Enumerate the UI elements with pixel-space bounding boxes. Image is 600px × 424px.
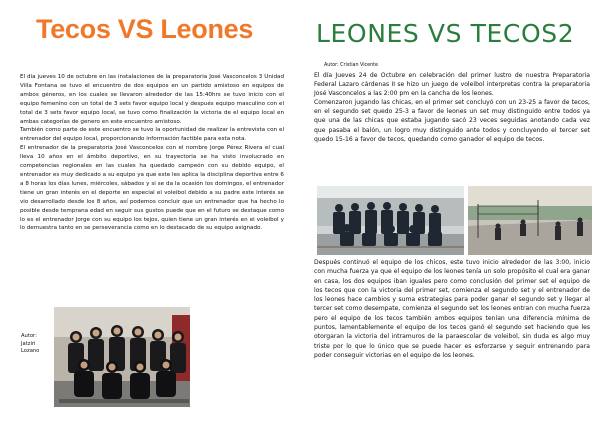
right-article-body-bottom [314,258,590,360]
left-author-label: Autor: [21,333,37,339]
left-article-body [20,73,284,233]
right-article-title: LEONES VS TECOS2 [316,19,575,48]
left-article-title: Tecos VS Leones [36,14,254,44]
girls-team-photo [54,307,190,407]
boys-team-photo [317,186,464,255]
right-paragraph: El día Jueves 24 de Octubre en celebración del primer lustro de nuestra Preparatoria Federal Lazaro cárdenas II se hizo un juego de voleibol interpretas contra la preparatoria José Vasconcelos a las 2:00 pm en la cancha de los leones. [314,72,590,98]
volleyball-court-photo [468,186,592,255]
right-author: Autor: Cristian Vicente [324,63,379,68]
left-paragraph: El día jueves 10 de octubre en las instalaciones de la preparatoria José Vasconcelos 3 Unidad Villa Fontana se tuvo el encuentro de dos equipos en un partido amistoso en equipos de ambos géneros, en los cuales se llevaron alrededor de las 15:40hrs se tuvo inicio con el equipo femenino con un total de 3 sets favor equipo local y después equipo masculino con el total de 3 sets favor equipo local, se tuvo como finalización la victoria de el equipo local en ambas categorías de genero en este encuentro amistoso. [20,74,284,125]
left-paragraph: El entrenador de la preparatoria José Vasconcelos con el nombre Jorge Pérez Rivera el cual lleva 10 años en el ámbito deportivo, en su trayectoria se ha visto involucrado en competencias regionales en las cuales ha quedado campeón con su debido equipo, el entrenador es muy dedicado a su equipo ya que este les aplica la disciplina deportiva entre 6 a 8 horas los días lunes, miércoles, sábados y si se da la ocasión los domingos, el entrenador tiene un gran interés en el deporte en especial el voleibol debido a su padre este interés se vio desarrollado desde los 8 años, así podemos concluir que un entrenador que ha hecho lo posible desde temprana edad en seguir sus gustos puede que en el futuro se destaque como lo es el entrenador Jorge con su equipo los tejos, quien tiene un gran interés en el voleibol y lo demuestra tanto en se perseverancia como en lo destacado de su equipo asignado. [20,145,284,232]
right-paragraph: Después continuó el equipo de los chicos, este tuvo inicio alrededor de las 3:00, inicio con mucha fuerza ya que el equipo de los leones tenía un solo propósito el cual era ganar en casa, los dos equipos iban iguales pero como conclusión del primer set el equipo de los tecos que con la victoria del primer set, comienza el segundo set y el entrenador de los leones hace cambios y suma estrategias para poder ganar el segundo set y llegar al tercer set como desempate, comienza el segundo set los leones entran con mucha fuerza pero el equipo de los tecos también ambos equipos tenían una diferencia mínima de puntos, lamentablemente el equipo de los tecos ganó el segundo set haciendo que les otorgaran la victoria del intramuros de la paraescolar de voleibol, sin duda es algo muy triste por lo que lo único que se puede hacer es esforzarse y seguir entrenando para poder conseguir victorias en el equipo de los leones. [314,259,590,359]
right-paragraph: Comenzaron jugando las chicas, en el primer set concluyó con un 23-25 a favor de tecos, en el segundo set quedo 25-3 a favor de leones un set muy distinguido entre todos ya que una de las chicas que estaba jugando sacó 23 veces seguidas anotando cada vez que pasaba el balón, un logro muy distinguido ante todos y concluyendo el tercer set quedo 15-16 a favor de tecos, quedando como ganador el equipo de tecos. [314,99,590,143]
left-author [21,333,51,356]
right-article-body-top [314,71,590,144]
left-author-name: Jatziri Lozano [21,340,40,355]
right-page [300,0,600,424]
left-paragraph: También como parte de este encuentro se tuvo la oportunidad de realizar la entrevista con el entrenador del equipo local, proporcionando información factible para esta nota. [20,127,284,143]
